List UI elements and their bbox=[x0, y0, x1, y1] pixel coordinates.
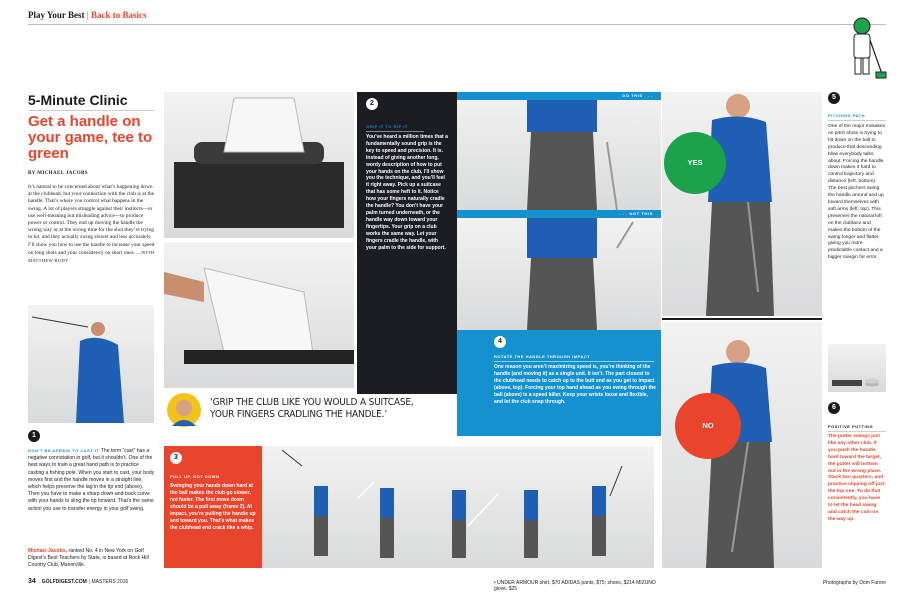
tip3-text: Swinging your hands down hard at the ball makes the club go slower, not faster. The first move down should be a pull away (frame 2). At impact, you’re pulling the handle up and toward you. That’s what makes the clubhead end crack like a whip. bbox=[170, 483, 256, 531]
bio-name: Michael Jacobs, bbox=[28, 548, 68, 554]
tip-number-6: 6 bbox=[828, 402, 840, 414]
magazine-section-label: Play Your Best bbox=[28, 10, 85, 20]
site-name: GOLFDIGEST.COM bbox=[41, 579, 87, 585]
running-header: Play Your Best | Back to Basics bbox=[28, 10, 147, 20]
do-this-label: DO THIS . . . bbox=[622, 93, 653, 98]
tip2-text: You’ve heard a million times that a fundamentally sound grip is the key to speed and precision. It is. Instead of giving another long, wordy description of how to put your hands on the club, I’ll show you the technique, and you’ll feel it right away. Pick up a suitcase that has some heft to it. Notice how your fingers naturally cradle the handle? You don’t have your palm turned underneath, or the handle way down toward your fingertips. Your grip on a club works the same way. Let your fingers cradle the handle, with your palm to the side for support. bbox=[366, 134, 448, 251]
tip1-kicker: DON’T BE AFRAID TO CAST IT bbox=[28, 448, 100, 453]
divider bbox=[494, 361, 654, 362]
tip6-text: The putter swings just like any other club. If you push the handle hard toward the target, the putter will bottom out in the wrong place. Stack two quarters, and practice clipping off just the top one. To do that consistently, you have to let the head swing and catch the coin on the way up. bbox=[828, 434, 885, 522]
byline: BY MICHAEL JACOBS bbox=[28, 171, 88, 176]
divider bbox=[366, 131, 424, 132]
coin-putter-photo bbox=[828, 344, 886, 392]
apparel-credits: • UNDER ARMOUR shirt, $70 ADIDAS pants, $75; shoes, $214 MIZUNO glove, $25 bbox=[494, 580, 656, 592]
author-headshot bbox=[166, 392, 202, 428]
column-label: Back to Basics bbox=[91, 10, 147, 20]
swing-sequence-photo bbox=[262, 446, 654, 568]
tip1-body bbox=[28, 447, 156, 513]
issue-name: MASTERS 2016 bbox=[91, 579, 129, 585]
not-this-label: . . . NOT THIS bbox=[619, 211, 653, 216]
tip5-kicker: PITCHING PATH bbox=[828, 113, 866, 118]
intro-text: It’s natural to be concerned about what’s happening down at the clubhead, but your connection with the club is at the handle. That’s where you control what happens in the swing. A lot of players struggle against their instincts—or use well-meaning but misleading advice—to produce power or control. They end up moving the handle the wrong way or at the wrong time for the shot they’re trying to hit, and they actually swing slower and less accurately. I’ll show you how to use the handle to increase your speed on long shots and your consistency on short ones. bbox=[28, 184, 155, 256]
tip4-text: One reason you aren’t maximizing speed is, you’re thinking of the handle (and moving it) as a single unit. It isn’t. The part closest to the clubhead needs to catch up to the butt end as you get to impact (above, top). Forcing your top hand ahead as you swing through the ball (above) is a speed killer. Keep your wrists loose and flexible, and let the club snap through. bbox=[494, 364, 656, 405]
yes-badge: YES bbox=[664, 132, 726, 194]
golfer-mascot-icon bbox=[836, 14, 888, 80]
author-bio bbox=[28, 548, 156, 570]
page-footer-left: 34 GOLFDIGEST.COM | MASTERS 2016 bbox=[28, 578, 129, 585]
fishing-pole-photo bbox=[28, 305, 154, 423]
suitcase-grip-photo bbox=[164, 92, 354, 238]
page-number: 34 bbox=[28, 578, 36, 585]
no-badge: NO bbox=[675, 393, 741, 459]
not-this-photo bbox=[457, 218, 661, 330]
pitching-yes-photo bbox=[662, 92, 822, 316]
tip5-text: One of the major mistakes on pitch shots is trying to hit down on the ball to produce that descending blow everybody talks about. Forcing the handle down makes it hard to control trajectory and distance (left, bottom). The best pitchers swing the handle around and up toward themselves with soft arms (left, top). This preserves the natural loft on the clubface and makes the bottom of the swing longer and flatter, giving you more predictable contact and a bigger margin for error. bbox=[828, 124, 886, 261]
header-rule bbox=[28, 24, 886, 25]
intro-credit: —WITH MATTHEW RUDY bbox=[28, 249, 155, 264]
tip3-kicker: PULL UP, NOT DOWN bbox=[170, 474, 220, 479]
do-this-photo bbox=[457, 92, 661, 210]
pull-quote: ‘GRIP THE CLUB LIKE YOU WOULD A SUITCASE, YOUR FINGERS CRADLING THE HANDLE.’ bbox=[210, 397, 414, 420]
headline: Get a handle on your game, tee to green bbox=[28, 113, 153, 162]
tip-number-1: 1 bbox=[28, 430, 40, 442]
tip-number-5: 5 bbox=[828, 92, 840, 104]
photo-credit: Photographs by Dom Furore bbox=[822, 580, 886, 586]
tip6-kicker: POSITIVE PUTTING bbox=[828, 424, 874, 429]
tip4-kicker: ROTATE THE HANDLE THROUGH IMPACT bbox=[494, 354, 591, 359]
tip1-text: The term “cast” has a negative connotation in golf, but it shouldn’t. One of the best ways to train a great hand path is to practice casting a fishing pole. When you start to cast, your body moves first and the handle moves in a straight line, which helps preserve the lag in the tip end (above). Then you have to make a sharp down-and-back curve with your hands to sling the tip forward. That’s the same action you use to transfer energy in your golf swing. bbox=[28, 448, 155, 512]
tip-number-4: 4 bbox=[494, 336, 506, 348]
tip2-kicker: GRIP IT TO RIP IT bbox=[366, 124, 408, 129]
divider bbox=[828, 120, 886, 121]
bio-text: ranked No. 4 in New York on Golf Digest’s Best Teachers by State, is based at Rock Hill Country Club, Manorville. bbox=[28, 548, 149, 569]
divider bbox=[28, 110, 154, 111]
tip-number-3: 3 bbox=[170, 452, 182, 464]
clinic-label: 5-Minute Clinic bbox=[28, 92, 128, 108]
intro-paragraph bbox=[28, 184, 155, 265]
tip-number-2: 2 bbox=[366, 98, 378, 110]
divider bbox=[662, 318, 822, 320]
divider bbox=[828, 431, 886, 432]
club-grip-photo bbox=[164, 242, 354, 388]
